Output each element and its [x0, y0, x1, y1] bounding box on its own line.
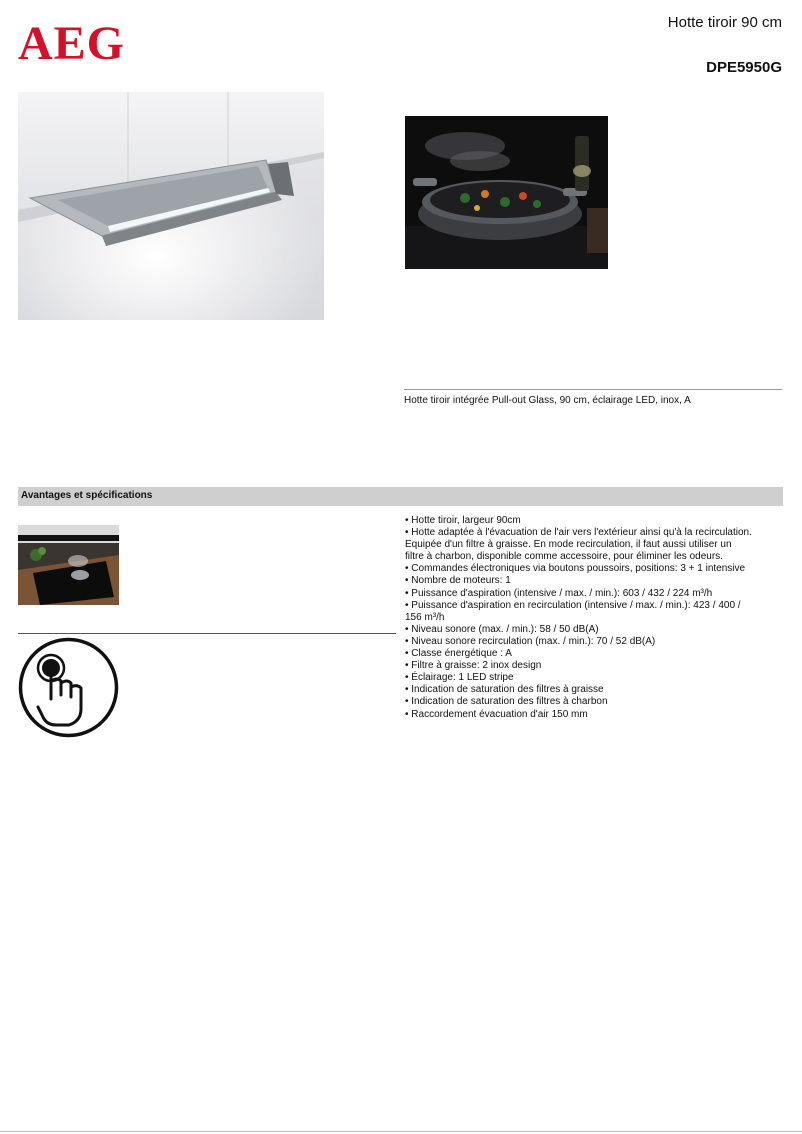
spec-line: • Filtre à graisse: 2 inox design: [405, 660, 542, 672]
cooking-pan-photo: [405, 116, 608, 269]
spec-line: • Éclairage: 1 LED stripe: [405, 672, 514, 684]
spec-line: • Indication de saturation des filtres à charbon: [405, 696, 608, 708]
spec-list: [405, 515, 785, 721]
induction-hob-hood-photo: [18, 525, 119, 605]
hood-product-photo: [18, 92, 324, 320]
short-description: Hotte tiroir intégrée Pull-out Glass, 90 cm, éclairage LED, inox, A: [404, 395, 691, 406]
spec-line: filtre à charbon, disponible comme accessoire, pour éliminer les odeurs.: [405, 551, 723, 563]
spec-line: • Niveau sonore recirculation (max. / min.): 70 / 52 dB(A): [405, 635, 656, 647]
aeg-logo: [18, 16, 130, 66]
spec-line: • Raccordement évacuation d'air 150 mm: [405, 708, 588, 720]
spec-line: • Indication de saturation des filtres à graisse: [405, 684, 604, 696]
product-title: Hotte tiroir 90 cm: [667, 14, 782, 31]
spec-line: • Puissance d'aspiration en recirculation (intensive / max. / min.): 423 / 400 /: [405, 599, 741, 611]
description-divider: [404, 389, 782, 390]
spec-line: • Commandes électroniques via boutons poussoirs, positions: 3 + 1 intensive: [405, 563, 746, 575]
touch-control-icon: [18, 637, 119, 738]
footer-divider: [0, 1131, 802, 1132]
model-number: DPE5950G: [706, 59, 782, 76]
spec-line: Equipée d'un filtre à graisse. En mode recirculation, il faut aussi utiliser un: [405, 539, 732, 551]
spec-line: • Nombre de moteurs: 1: [405, 575, 511, 587]
spec-line: • Niveau sonore (max. / min.): 58 / 50 dB(A): [405, 623, 599, 635]
svg-text:AEG: AEG: [18, 17, 126, 66]
feature-divider: [18, 633, 396, 634]
spec-line: 156 m³/h: [405, 611, 445, 623]
section-title: Avantages et spécifications: [21, 490, 153, 501]
spec-line: • Puissance d'aspiration (intensive / max. / min.): 603 / 432 / 224 m³/h: [405, 587, 713, 599]
spec-line: • Hotte tiroir, largeur 90cm: [405, 515, 521, 526]
spec-line: • Hotte adaptée à l'évacuation de l'air vers l'extérieur ainsi qu'à la recirculation.: [405, 527, 752, 539]
spec-line: • Classe énergétique : A: [405, 648, 512, 660]
